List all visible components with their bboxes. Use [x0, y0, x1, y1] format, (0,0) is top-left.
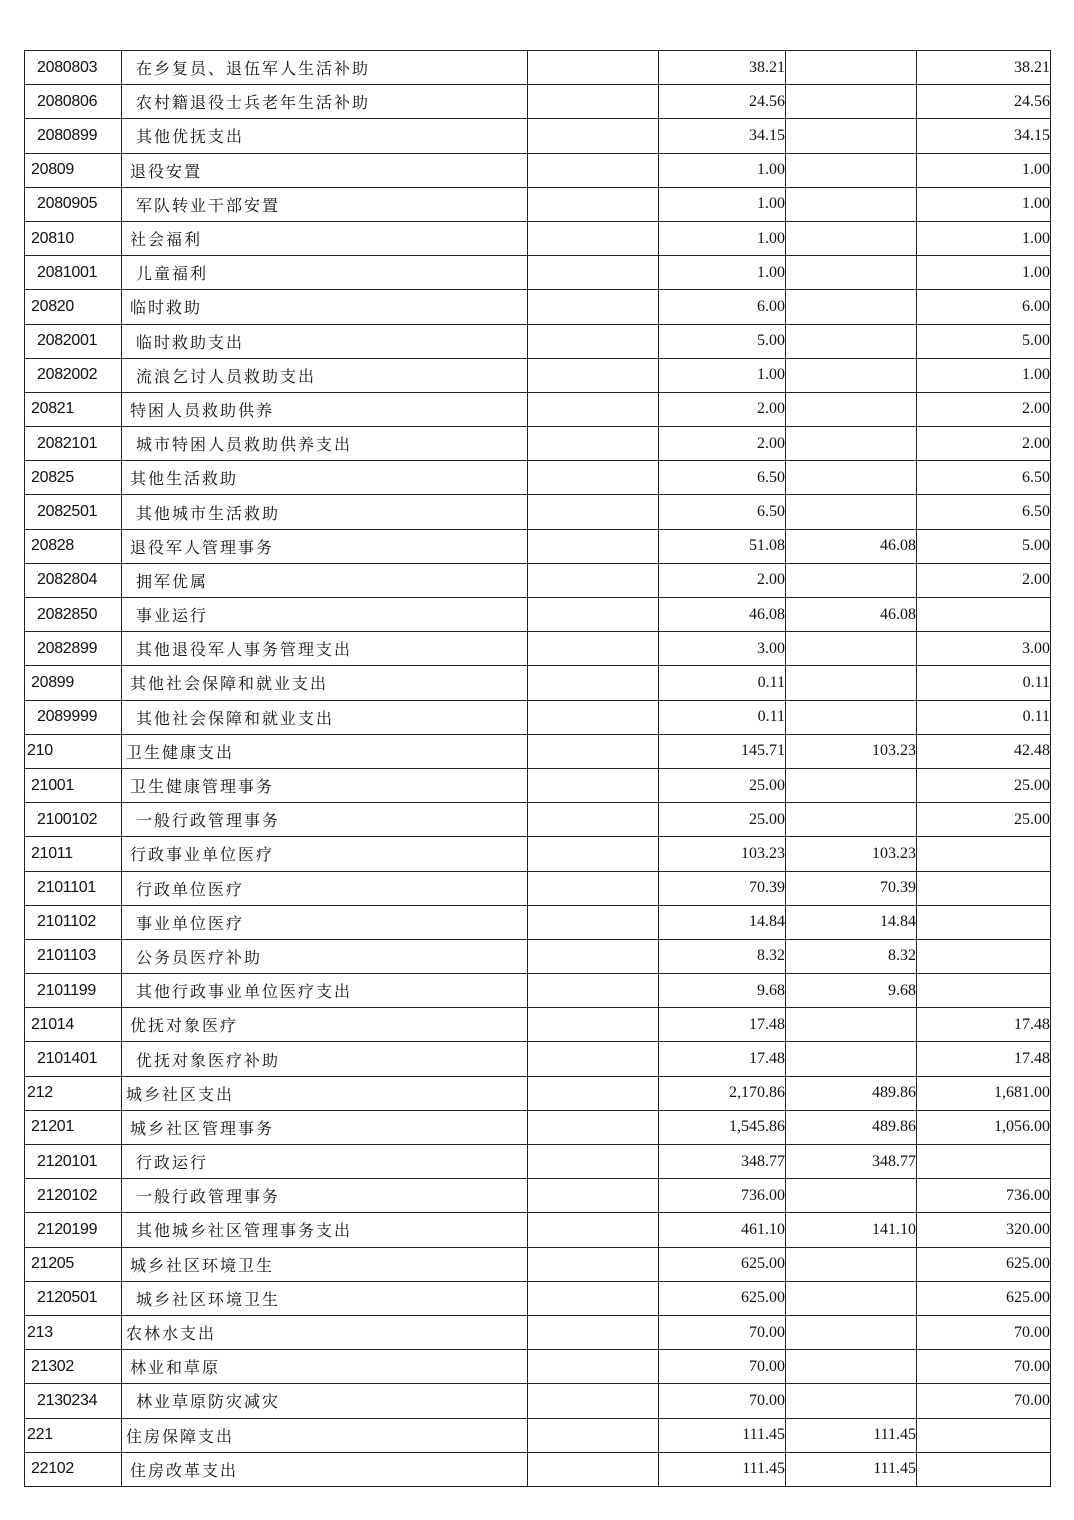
basic-expense-cell: [786, 1008, 917, 1042]
basic-expense-cell: [786, 153, 917, 187]
basic-expense-cell: [786, 290, 917, 324]
total-amount-cell: 2.00: [659, 392, 786, 426]
table-row: [25, 734, 1051, 768]
subject-name-cell: 军队转业干部安置: [122, 187, 528, 221]
total-amount-cell: 1,545.86: [659, 1110, 786, 1144]
subject-name-cell: 社会福利: [122, 221, 528, 255]
table-row: [25, 221, 1051, 255]
subject-name-cell: 其他优抚支出: [122, 119, 528, 153]
blank-cell: [528, 939, 659, 973]
project-expense-cell: [917, 1418, 1051, 1452]
project-expense-cell: 24.56: [917, 85, 1051, 119]
table-row: [25, 153, 1051, 187]
basic-expense-cell: [786, 392, 917, 426]
basic-expense-cell: [786, 256, 917, 290]
total-amount-cell: 2.00: [659, 563, 786, 597]
blank-cell: [528, 632, 659, 666]
basic-expense-cell: [786, 768, 917, 802]
blank-cell: [528, 1350, 659, 1384]
basic-expense-cell: 70.39: [786, 871, 917, 905]
total-amount-cell: 14.84: [659, 905, 786, 939]
blank-cell: [528, 427, 659, 461]
total-amount-cell: 0.11: [659, 700, 786, 734]
project-expense-cell: 42.48: [917, 734, 1051, 768]
blank-cell: [528, 392, 659, 426]
project-expense-cell: 625.00: [917, 1281, 1051, 1315]
blank-cell: [528, 837, 659, 871]
subject-name-cell: 一般行政管理事务: [122, 1179, 528, 1213]
blank-cell: [528, 119, 659, 153]
table-row: [25, 495, 1051, 529]
subject-code-cell: 2082001: [25, 324, 122, 358]
total-amount-cell: 6.50: [659, 495, 786, 529]
blank-cell: [528, 871, 659, 905]
project-expense-cell: 2.00: [917, 392, 1051, 426]
total-amount-cell: 111.45: [659, 1418, 786, 1452]
project-expense-cell: 1,681.00: [917, 1076, 1051, 1110]
total-amount-cell: 0.11: [659, 666, 786, 700]
basic-expense-cell: [786, 1315, 917, 1349]
subject-code-cell: 2101103: [25, 939, 122, 973]
subject-name-cell: 林业草原防灾减灾: [122, 1384, 528, 1418]
subject-code-cell: 20809: [25, 153, 122, 187]
subject-code-cell: 2082850: [25, 598, 122, 632]
table-row: [25, 1145, 1051, 1179]
subject-name-cell: 退役军人管理事务: [122, 529, 528, 563]
basic-expense-cell: [786, 187, 917, 221]
subject-code-cell: 2120199: [25, 1213, 122, 1247]
project-expense-cell: [917, 871, 1051, 905]
table-row: [25, 598, 1051, 632]
table-row: [25, 1213, 1051, 1247]
subject-code-cell: 2120102: [25, 1179, 122, 1213]
basic-expense-cell: [786, 1350, 917, 1384]
table-row: [25, 768, 1051, 802]
table-row: [25, 871, 1051, 905]
table-row: [25, 85, 1051, 119]
project-expense-cell: 3.00: [917, 632, 1051, 666]
blank-cell: [528, 666, 659, 700]
basic-expense-cell: 46.08: [786, 598, 917, 632]
subject-name-cell: 其他生活救助: [122, 461, 528, 495]
table-row: [25, 1110, 1051, 1144]
subject-code-cell: 2080806: [25, 85, 122, 119]
subject-name-cell: 其他退役军人事务管理支出: [122, 632, 528, 666]
project-expense-cell: 320.00: [917, 1213, 1051, 1247]
subject-code-cell: 21302: [25, 1350, 122, 1384]
blank-cell: [528, 1247, 659, 1281]
subject-name-cell: 流浪乞讨人员救助支出: [122, 358, 528, 392]
blank-cell: [528, 324, 659, 358]
basic-expense-cell: [786, 1384, 917, 1418]
total-amount-cell: 25.00: [659, 768, 786, 802]
basic-expense-cell: [786, 666, 917, 700]
subject-name-cell: 农林水支出: [122, 1315, 528, 1349]
blank-cell: [528, 700, 659, 734]
project-expense-cell: 1.00: [917, 221, 1051, 255]
basic-expense-cell: [786, 1281, 917, 1315]
basic-expense-cell: [786, 632, 917, 666]
blank-cell: [528, 1452, 659, 1486]
basic-expense-cell: [786, 461, 917, 495]
total-amount-cell: 6.00: [659, 290, 786, 324]
subject-code-cell: 210: [25, 734, 122, 768]
subject-code-cell: 20820: [25, 290, 122, 324]
blank-cell: [528, 153, 659, 187]
blank-cell: [528, 1145, 659, 1179]
table-row: [25, 187, 1051, 221]
table-row: [25, 324, 1051, 358]
basic-expense-cell: 111.45: [786, 1418, 917, 1452]
total-amount-cell: 70.00: [659, 1315, 786, 1349]
subject-name-cell: 特困人员救助供养: [122, 392, 528, 426]
table-row: [25, 563, 1051, 597]
subject-name-cell: 其他行政事业单位医疗支出: [122, 974, 528, 1008]
project-expense-cell: 38.21: [917, 51, 1051, 85]
total-amount-cell: 625.00: [659, 1281, 786, 1315]
blank-cell: [528, 598, 659, 632]
project-expense-cell: 1.00: [917, 358, 1051, 392]
subject-name-cell: 其他社会保障和就业支出: [122, 666, 528, 700]
subject-name-cell: 儿童福利: [122, 256, 528, 290]
table-row: [25, 905, 1051, 939]
project-expense-cell: 25.00: [917, 768, 1051, 802]
project-expense-cell: [917, 974, 1051, 1008]
subject-name-cell: 城市特困人员救助供养支出: [122, 427, 528, 461]
basic-expense-cell: [786, 700, 917, 734]
subject-name-cell: 临时救助: [122, 290, 528, 324]
total-amount-cell: 5.00: [659, 324, 786, 358]
table-row: [25, 939, 1051, 973]
total-amount-cell: 8.32: [659, 939, 786, 973]
table-row: [25, 1042, 1051, 1076]
subject-code-cell: 20825: [25, 461, 122, 495]
subject-name-cell: 优抚对象医疗: [122, 1008, 528, 1042]
total-amount-cell: 6.50: [659, 461, 786, 495]
subject-code-cell: 2082002: [25, 358, 122, 392]
total-amount-cell: 70.00: [659, 1350, 786, 1384]
subject-name-cell: 农村籍退役士兵老年生活补助: [122, 85, 528, 119]
total-amount-cell: 1.00: [659, 187, 786, 221]
project-expense-cell: 1.00: [917, 256, 1051, 290]
table-row: [25, 1350, 1051, 1384]
project-expense-cell: 34.15: [917, 119, 1051, 153]
subject-code-cell: 20899: [25, 666, 122, 700]
subject-name-cell: 城乡社区支出: [122, 1076, 528, 1110]
basic-expense-cell: [786, 1042, 917, 1076]
subject-code-cell: 2101101: [25, 871, 122, 905]
basic-expense-cell: 103.23: [786, 837, 917, 871]
subject-name-cell: 卫生健康支出: [122, 734, 528, 768]
project-expense-cell: 1.00: [917, 187, 1051, 221]
project-expense-cell: 17.48: [917, 1042, 1051, 1076]
blank-cell: [528, 803, 659, 837]
subject-name-cell: 事业单位医疗: [122, 905, 528, 939]
basic-expense-cell: [786, 427, 917, 461]
blank-cell: [528, 905, 659, 939]
project-expense-cell: [917, 837, 1051, 871]
basic-expense-cell: [786, 563, 917, 597]
subject-code-cell: 2120101: [25, 1145, 122, 1179]
subject-name-cell: 优抚对象医疗补助: [122, 1042, 528, 1076]
total-amount-cell: 1.00: [659, 256, 786, 290]
basic-expense-cell: 103.23: [786, 734, 917, 768]
basic-expense-cell: [786, 495, 917, 529]
total-amount-cell: 111.45: [659, 1452, 786, 1486]
blank-cell: [528, 1384, 659, 1418]
project-expense-cell: 1.00: [917, 153, 1051, 187]
total-amount-cell: 9.68: [659, 974, 786, 1008]
project-expense-cell: 1,056.00: [917, 1110, 1051, 1144]
total-amount-cell: 46.08: [659, 598, 786, 632]
subject-code-cell: 20810: [25, 221, 122, 255]
table-row: [25, 358, 1051, 392]
total-amount-cell: 24.56: [659, 85, 786, 119]
total-amount-cell: 736.00: [659, 1179, 786, 1213]
blank-cell: [528, 85, 659, 119]
subject-code-cell: 21001: [25, 768, 122, 802]
total-amount-cell: 70.00: [659, 1384, 786, 1418]
table-row: [25, 837, 1051, 871]
blank-cell: [528, 290, 659, 324]
subject-code-cell: 212: [25, 1076, 122, 1110]
table-row: [25, 632, 1051, 666]
table-row: [25, 1418, 1051, 1452]
subject-code-cell: 2082899: [25, 632, 122, 666]
project-expense-cell: 0.11: [917, 700, 1051, 734]
subject-name-cell: 其他城市生活救助: [122, 495, 528, 529]
subject-code-cell: 21011: [25, 837, 122, 871]
subject-code-cell: 20821: [25, 392, 122, 426]
project-expense-cell: 6.00: [917, 290, 1051, 324]
table-row: [25, 51, 1051, 85]
blank-cell: [528, 495, 659, 529]
subject-name-cell: 拥军优属: [122, 563, 528, 597]
project-expense-cell: 70.00: [917, 1384, 1051, 1418]
total-amount-cell: 25.00: [659, 803, 786, 837]
subject-name-cell: 住房改革支出: [122, 1452, 528, 1486]
table-row: [25, 290, 1051, 324]
blank-cell: [528, 1008, 659, 1042]
total-amount-cell: 3.00: [659, 632, 786, 666]
subject-name-cell: 临时救助支出: [122, 324, 528, 358]
subject-code-cell: 213: [25, 1315, 122, 1349]
table-row: [25, 666, 1051, 700]
blank-cell: [528, 1042, 659, 1076]
subject-code-cell: 2101102: [25, 905, 122, 939]
project-expense-cell: 0.11: [917, 666, 1051, 700]
project-expense-cell: [917, 598, 1051, 632]
subject-name-cell: 行政单位医疗: [122, 871, 528, 905]
blank-cell: [528, 187, 659, 221]
total-amount-cell: 17.48: [659, 1042, 786, 1076]
subject-name-cell: 行政事业单位医疗: [122, 837, 528, 871]
total-amount-cell: 625.00: [659, 1247, 786, 1281]
table-row: [25, 256, 1051, 290]
subject-name-cell: 卫生健康管理事务: [122, 768, 528, 802]
blank-cell: [528, 221, 659, 255]
project-expense-cell: 2.00: [917, 427, 1051, 461]
blank-cell: [528, 1110, 659, 1144]
project-expense-cell: [917, 905, 1051, 939]
basic-expense-cell: 46.08: [786, 529, 917, 563]
subject-code-cell: 2082101: [25, 427, 122, 461]
subject-name-cell: 在乡复员、退伍军人生活补助: [122, 51, 528, 85]
project-expense-cell: 25.00: [917, 803, 1051, 837]
basic-expense-cell: 14.84: [786, 905, 917, 939]
total-amount-cell: 1.00: [659, 358, 786, 392]
basic-expense-cell: 489.86: [786, 1110, 917, 1144]
table-row: [25, 1384, 1051, 1418]
project-expense-cell: 5.00: [917, 324, 1051, 358]
basic-expense-cell: 111.45: [786, 1452, 917, 1486]
table-row: [25, 1008, 1051, 1042]
blank-cell: [528, 358, 659, 392]
total-amount-cell: 70.39: [659, 871, 786, 905]
subject-code-cell: 2089999: [25, 700, 122, 734]
table-row: [25, 1281, 1051, 1315]
subject-code-cell: 2080899: [25, 119, 122, 153]
table-row: [25, 119, 1051, 153]
total-amount-cell: 2,170.86: [659, 1076, 786, 1110]
basic-expense-cell: [786, 221, 917, 255]
subject-code-cell: 2130234: [25, 1384, 122, 1418]
basic-expense-cell: [786, 1247, 917, 1281]
basic-expense-cell: [786, 358, 917, 392]
basic-expense-cell: [786, 51, 917, 85]
table-row: [25, 803, 1051, 837]
total-amount-cell: 1.00: [659, 221, 786, 255]
table-row: [25, 1247, 1051, 1281]
blank-cell: [528, 734, 659, 768]
subject-code-cell: 21205: [25, 1247, 122, 1281]
subject-code-cell: 2082804: [25, 563, 122, 597]
subject-name-cell: 城乡社区环境卫生: [122, 1281, 528, 1315]
table-row: [25, 1179, 1051, 1213]
project-expense-cell: 625.00: [917, 1247, 1051, 1281]
basic-expense-cell: 9.68: [786, 974, 917, 1008]
subject-code-cell: 221: [25, 1418, 122, 1452]
blank-cell: [528, 563, 659, 597]
total-amount-cell: 38.21: [659, 51, 786, 85]
subject-code-cell: 2100102: [25, 803, 122, 837]
basic-expense-cell: [786, 803, 917, 837]
blank-cell: [528, 51, 659, 85]
subject-name-cell: 公务员医疗补助: [122, 939, 528, 973]
subject-name-cell: 城乡社区环境卫生: [122, 1247, 528, 1281]
total-amount-cell: 51.08: [659, 529, 786, 563]
total-amount-cell: 348.77: [659, 1145, 786, 1179]
blank-cell: [528, 974, 659, 1008]
table-row: [25, 461, 1051, 495]
table-row: [25, 427, 1051, 461]
total-amount-cell: 2.00: [659, 427, 786, 461]
subject-name-cell: 林业和草原: [122, 1350, 528, 1384]
project-expense-cell: 17.48: [917, 1008, 1051, 1042]
total-amount-cell: 34.15: [659, 119, 786, 153]
subject-name-cell: 其他城乡社区管理事务支出: [122, 1213, 528, 1247]
basic-expense-cell: 348.77: [786, 1145, 917, 1179]
blank-cell: [528, 1315, 659, 1349]
table-row: [25, 529, 1051, 563]
subject-name-cell: 退役安置: [122, 153, 528, 187]
subject-code-cell: 21201: [25, 1110, 122, 1144]
table-row: [25, 392, 1051, 426]
subject-name-cell: 其他社会保障和就业支出: [122, 700, 528, 734]
project-expense-cell: 736.00: [917, 1179, 1051, 1213]
subject-code-cell: 2080803: [25, 51, 122, 85]
project-expense-cell: 5.00: [917, 529, 1051, 563]
basic-expense-cell: [786, 1179, 917, 1213]
table-row: [25, 700, 1051, 734]
blank-cell: [528, 768, 659, 802]
table-row: [25, 1315, 1051, 1349]
total-amount-cell: 17.48: [659, 1008, 786, 1042]
basic-expense-cell: [786, 324, 917, 358]
subject-name-cell: 一般行政管理事务: [122, 803, 528, 837]
basic-expense-cell: [786, 85, 917, 119]
blank-cell: [528, 256, 659, 290]
subject-name-cell: 住房保障支出: [122, 1418, 528, 1452]
total-amount-cell: 145.71: [659, 734, 786, 768]
table-row: [25, 1452, 1051, 1486]
table-row: [25, 1076, 1051, 1110]
project-expense-cell: [917, 1145, 1051, 1179]
budget-table-body: [25, 51, 1051, 1487]
subject-code-cell: 2120501: [25, 1281, 122, 1315]
blank-cell: [528, 1179, 659, 1213]
project-expense-cell: 2.00: [917, 563, 1051, 597]
subject-name-cell: 事业运行: [122, 598, 528, 632]
basic-expense-cell: 489.86: [786, 1076, 917, 1110]
project-expense-cell: 6.50: [917, 495, 1051, 529]
basic-expense-cell: [786, 119, 917, 153]
blank-cell: [528, 529, 659, 563]
total-amount-cell: 1.00: [659, 153, 786, 187]
blank-cell: [528, 1281, 659, 1315]
subject-code-cell: 2081001: [25, 256, 122, 290]
subject-code-cell: 2101199: [25, 974, 122, 1008]
total-amount-cell: 103.23: [659, 837, 786, 871]
subject-code-cell: 20828: [25, 529, 122, 563]
basic-expense-cell: 8.32: [786, 939, 917, 973]
subject-name-cell: 行政运行: [122, 1145, 528, 1179]
blank-cell: [528, 1076, 659, 1110]
project-expense-cell: 6.50: [917, 461, 1051, 495]
subject-code-cell: 21014: [25, 1008, 122, 1042]
blank-cell: [528, 1418, 659, 1452]
subject-code-cell: 2101401: [25, 1042, 122, 1076]
budget-table: [24, 50, 1051, 1487]
subject-code-cell: 22102: [25, 1452, 122, 1486]
subject-code-cell: 2080905: [25, 187, 122, 221]
project-expense-cell: 70.00: [917, 1350, 1051, 1384]
total-amount-cell: 461.10: [659, 1213, 786, 1247]
table-row: [25, 974, 1051, 1008]
subject-code-cell: 2082501: [25, 495, 122, 529]
blank-cell: [528, 461, 659, 495]
project-expense-cell: [917, 939, 1051, 973]
subject-name-cell: 城乡社区管理事务: [122, 1110, 528, 1144]
project-expense-cell: [917, 1452, 1051, 1486]
project-expense-cell: 70.00: [917, 1315, 1051, 1349]
blank-cell: [528, 1213, 659, 1247]
basic-expense-cell: 141.10: [786, 1213, 917, 1247]
